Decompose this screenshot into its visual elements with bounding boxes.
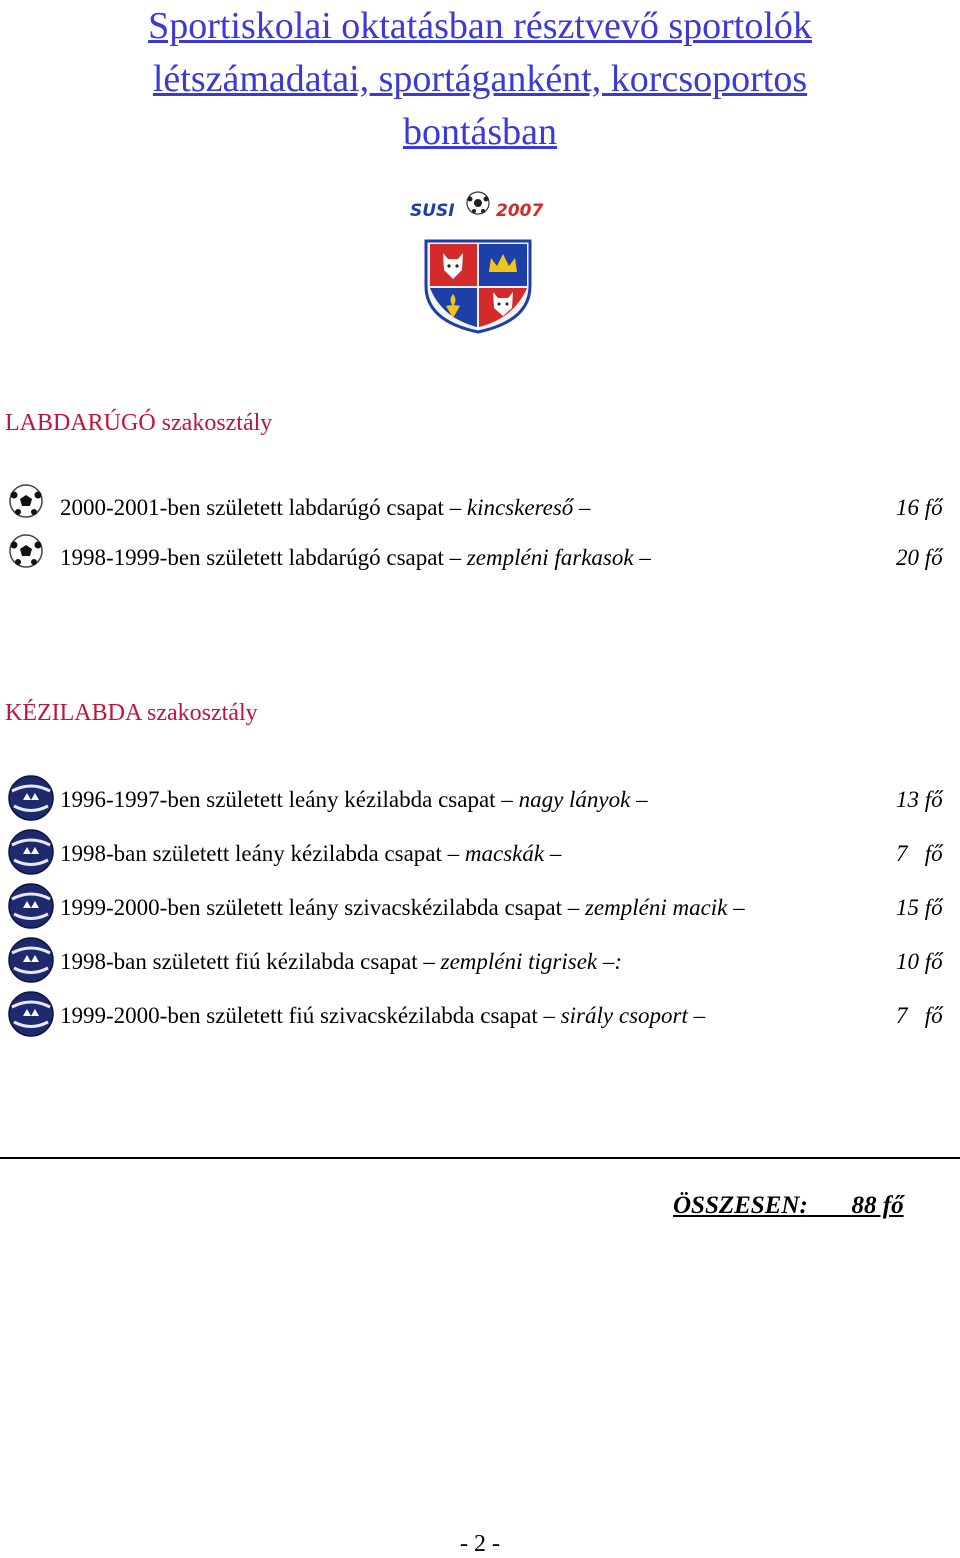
total-value: 88 fő [851,1192,904,1219]
football-team-row [0,545,960,585]
team-name: kincskereső [466,495,574,520]
team-description: 1999-2000-ben született fiú szivacskézilabda csapat – sirály csoport – [60,1003,706,1028]
title-line-2: létszámadatai, sportáganként, korcsoportos [152,58,808,100]
title-line-3: bontásban [402,111,558,153]
team-name: macskák [464,841,545,866]
team-count: 15 fő [896,895,943,920]
handball-icon [6,935,56,991]
handball-icon [6,773,56,829]
club-logo [408,186,558,336]
document-title [0,0,960,159]
team-count: 13 fő [896,787,943,812]
handball-icon [6,881,56,937]
handball-section-heading: KÉZILABDA szakosztály [5,700,258,726]
svg-text:SUSI: SUSI [410,201,455,221]
handball-team-row [0,841,960,881]
team-name: nagy lányok [518,787,631,812]
team-name: sirály csoport [560,1003,688,1028]
page-number: - 2 - [460,1531,500,1557]
team-description: 1998-ban született fiú kézilabda csapat – zempléni tigrisek –: [60,949,623,974]
football-team-row [0,495,960,535]
divider-line [0,1157,960,1159]
svg-text:2007: 2007 [496,201,544,221]
team-description: 2000-2001-ben született labdarúgó csapat – kincskereső – [60,495,591,520]
total-label: ÖSSZESEN: [673,1192,808,1219]
team-name: zempléni macik [584,895,728,920]
football-section-heading: LABDARÚGÓ szakosztály [5,410,273,436]
team-name: zempléni tigrisek [440,949,598,974]
team-name: zempléni farkasok [466,545,634,570]
team-count: 16 fő [896,495,943,520]
handball-team-row [0,1003,960,1043]
team-description: 1998-ban született leány kézilabda csapat – macskák – [60,841,562,866]
handball-team-row [0,949,960,989]
soccer-ball-icon [6,481,46,527]
soccer-ball-icon [6,531,46,577]
handball-team-row [0,895,960,935]
team-count: 7 fő [896,1003,943,1028]
team-description: 1998-1999-ben született labdarúgó csapat – zempléni farkasok – [60,545,651,570]
team-count: 20 fő [896,545,943,570]
team-count: 7 fő [896,841,943,866]
handball-team-row [0,787,960,827]
team-description: 1999-2000-ben született leány szivacskézilabda csapat – zempléni macik – [60,895,745,920]
team-description: 1996-1997-ben született leány kézilabda csapat – nagy lányok – [60,787,648,812]
title-line-1: Sportiskolai oktatásban résztvevő sportolók [148,5,812,47]
team-count: 10 fő [896,949,943,974]
handball-icon [6,989,56,1045]
total-summary [673,1192,904,1220]
handball-icon [6,827,56,883]
